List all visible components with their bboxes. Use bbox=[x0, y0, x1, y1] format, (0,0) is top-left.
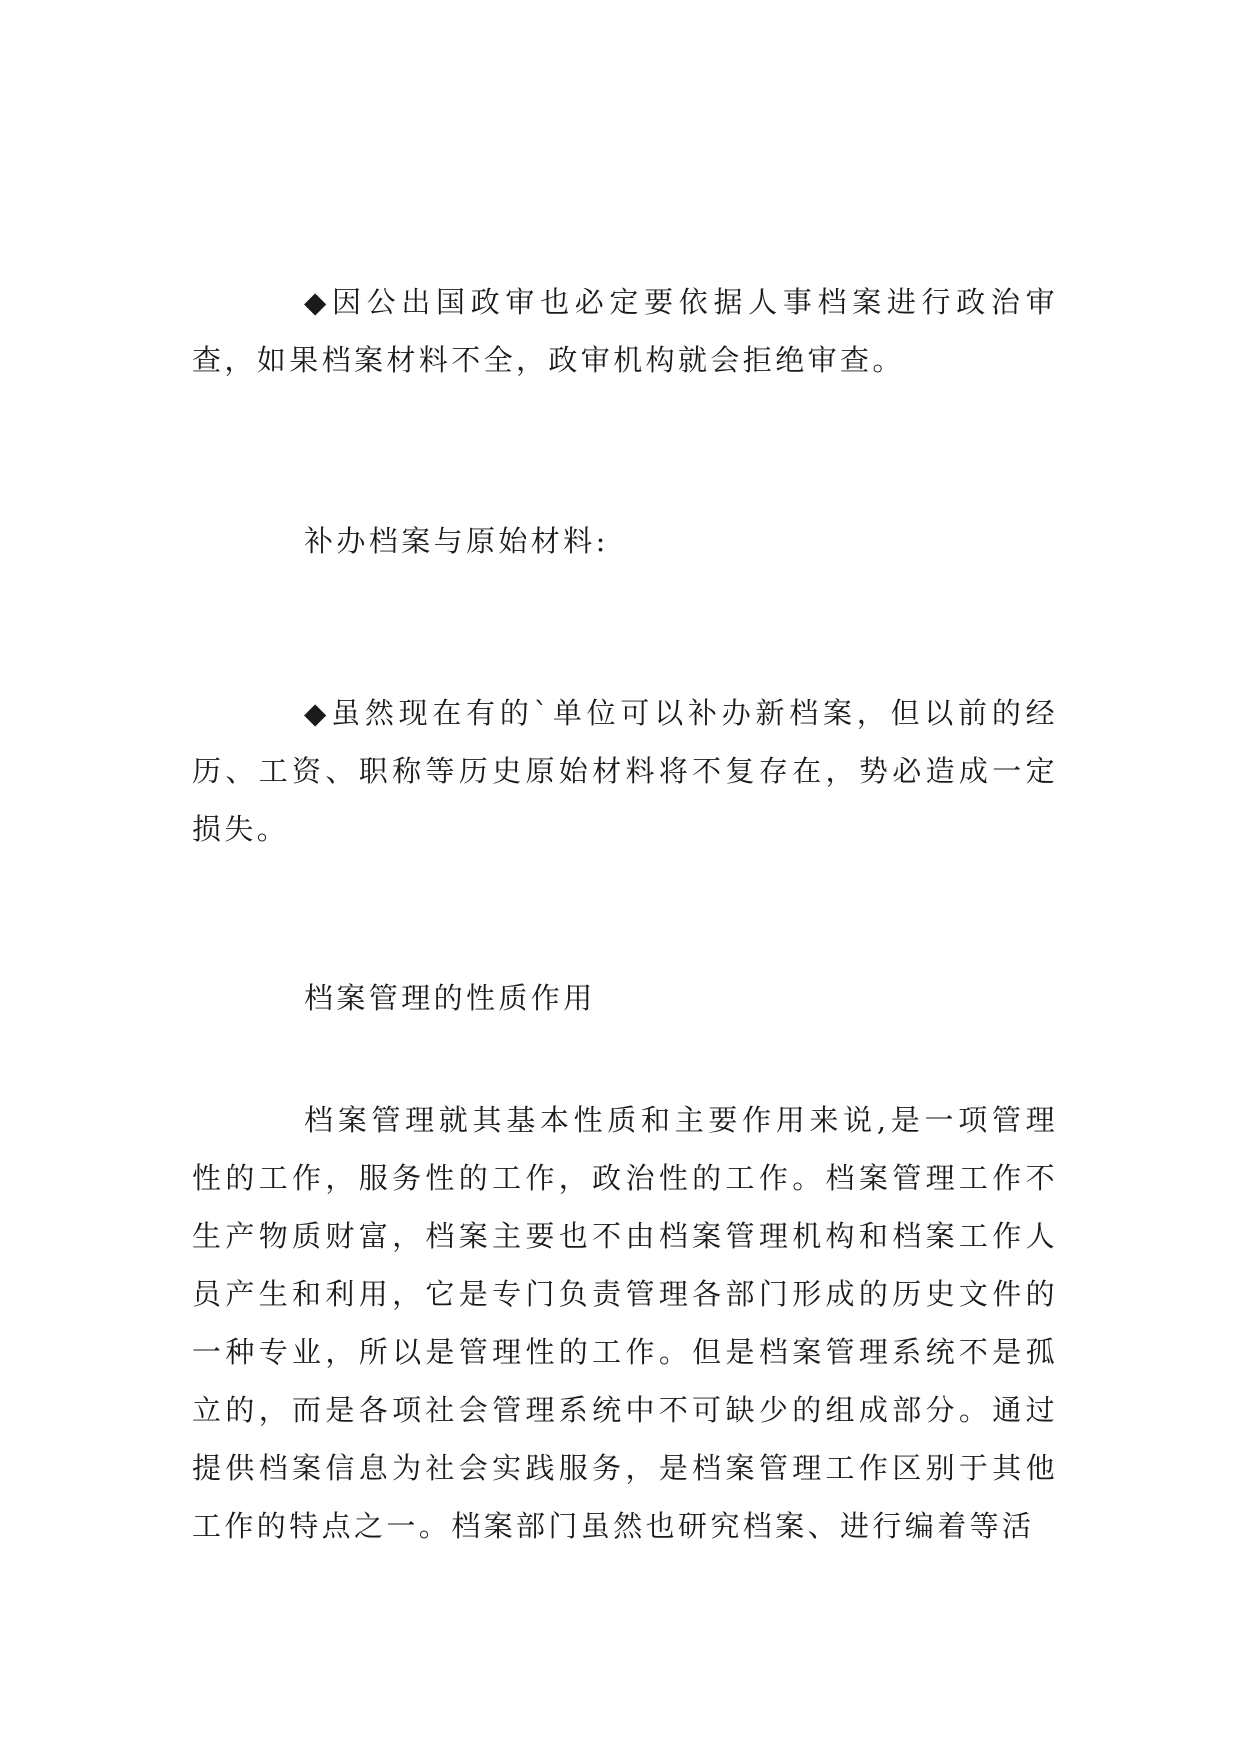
heading-reissue-archives: 补办档案与原始材料: bbox=[304, 524, 609, 558]
heading-archive-management-nature: 档案管理的性质作用 bbox=[304, 981, 596, 1015]
paragraph-archive-management-body: 档案管理就其基本性质和主要作用来说,是一项管理性的工作，服务性的工作，政治性的工作。档案管理工作不生产物质财富，档案主要也不由档案管理机构和档案工作人员产生和利用，它是专门负责管理各部门形成的历史文件的一种专业，所以是管理性的工作。但是档案管理系统不是孤立的，而是各项社会管理系统中不可缺少的组成部分。通过提供档案信息为社会实践服务，是档案管理工作区别于其他工作的特点之一。档案部门虽然也研究档案、进行编着等活 bbox=[192, 1103, 1058, 1543]
paragraph-original-materials: ◆虽然现在有的`单位可以补办新档案，但以前的经历、工资、职称等历史原始材料将不复存在，势必造成一定损失。 bbox=[192, 696, 1058, 846]
paragraph-political-review: ◆因公出国政审也必定要依据人事档案进行政治审查，如果档案材料不全，政审机构就会拒绝审查。 bbox=[192, 285, 1058, 377]
